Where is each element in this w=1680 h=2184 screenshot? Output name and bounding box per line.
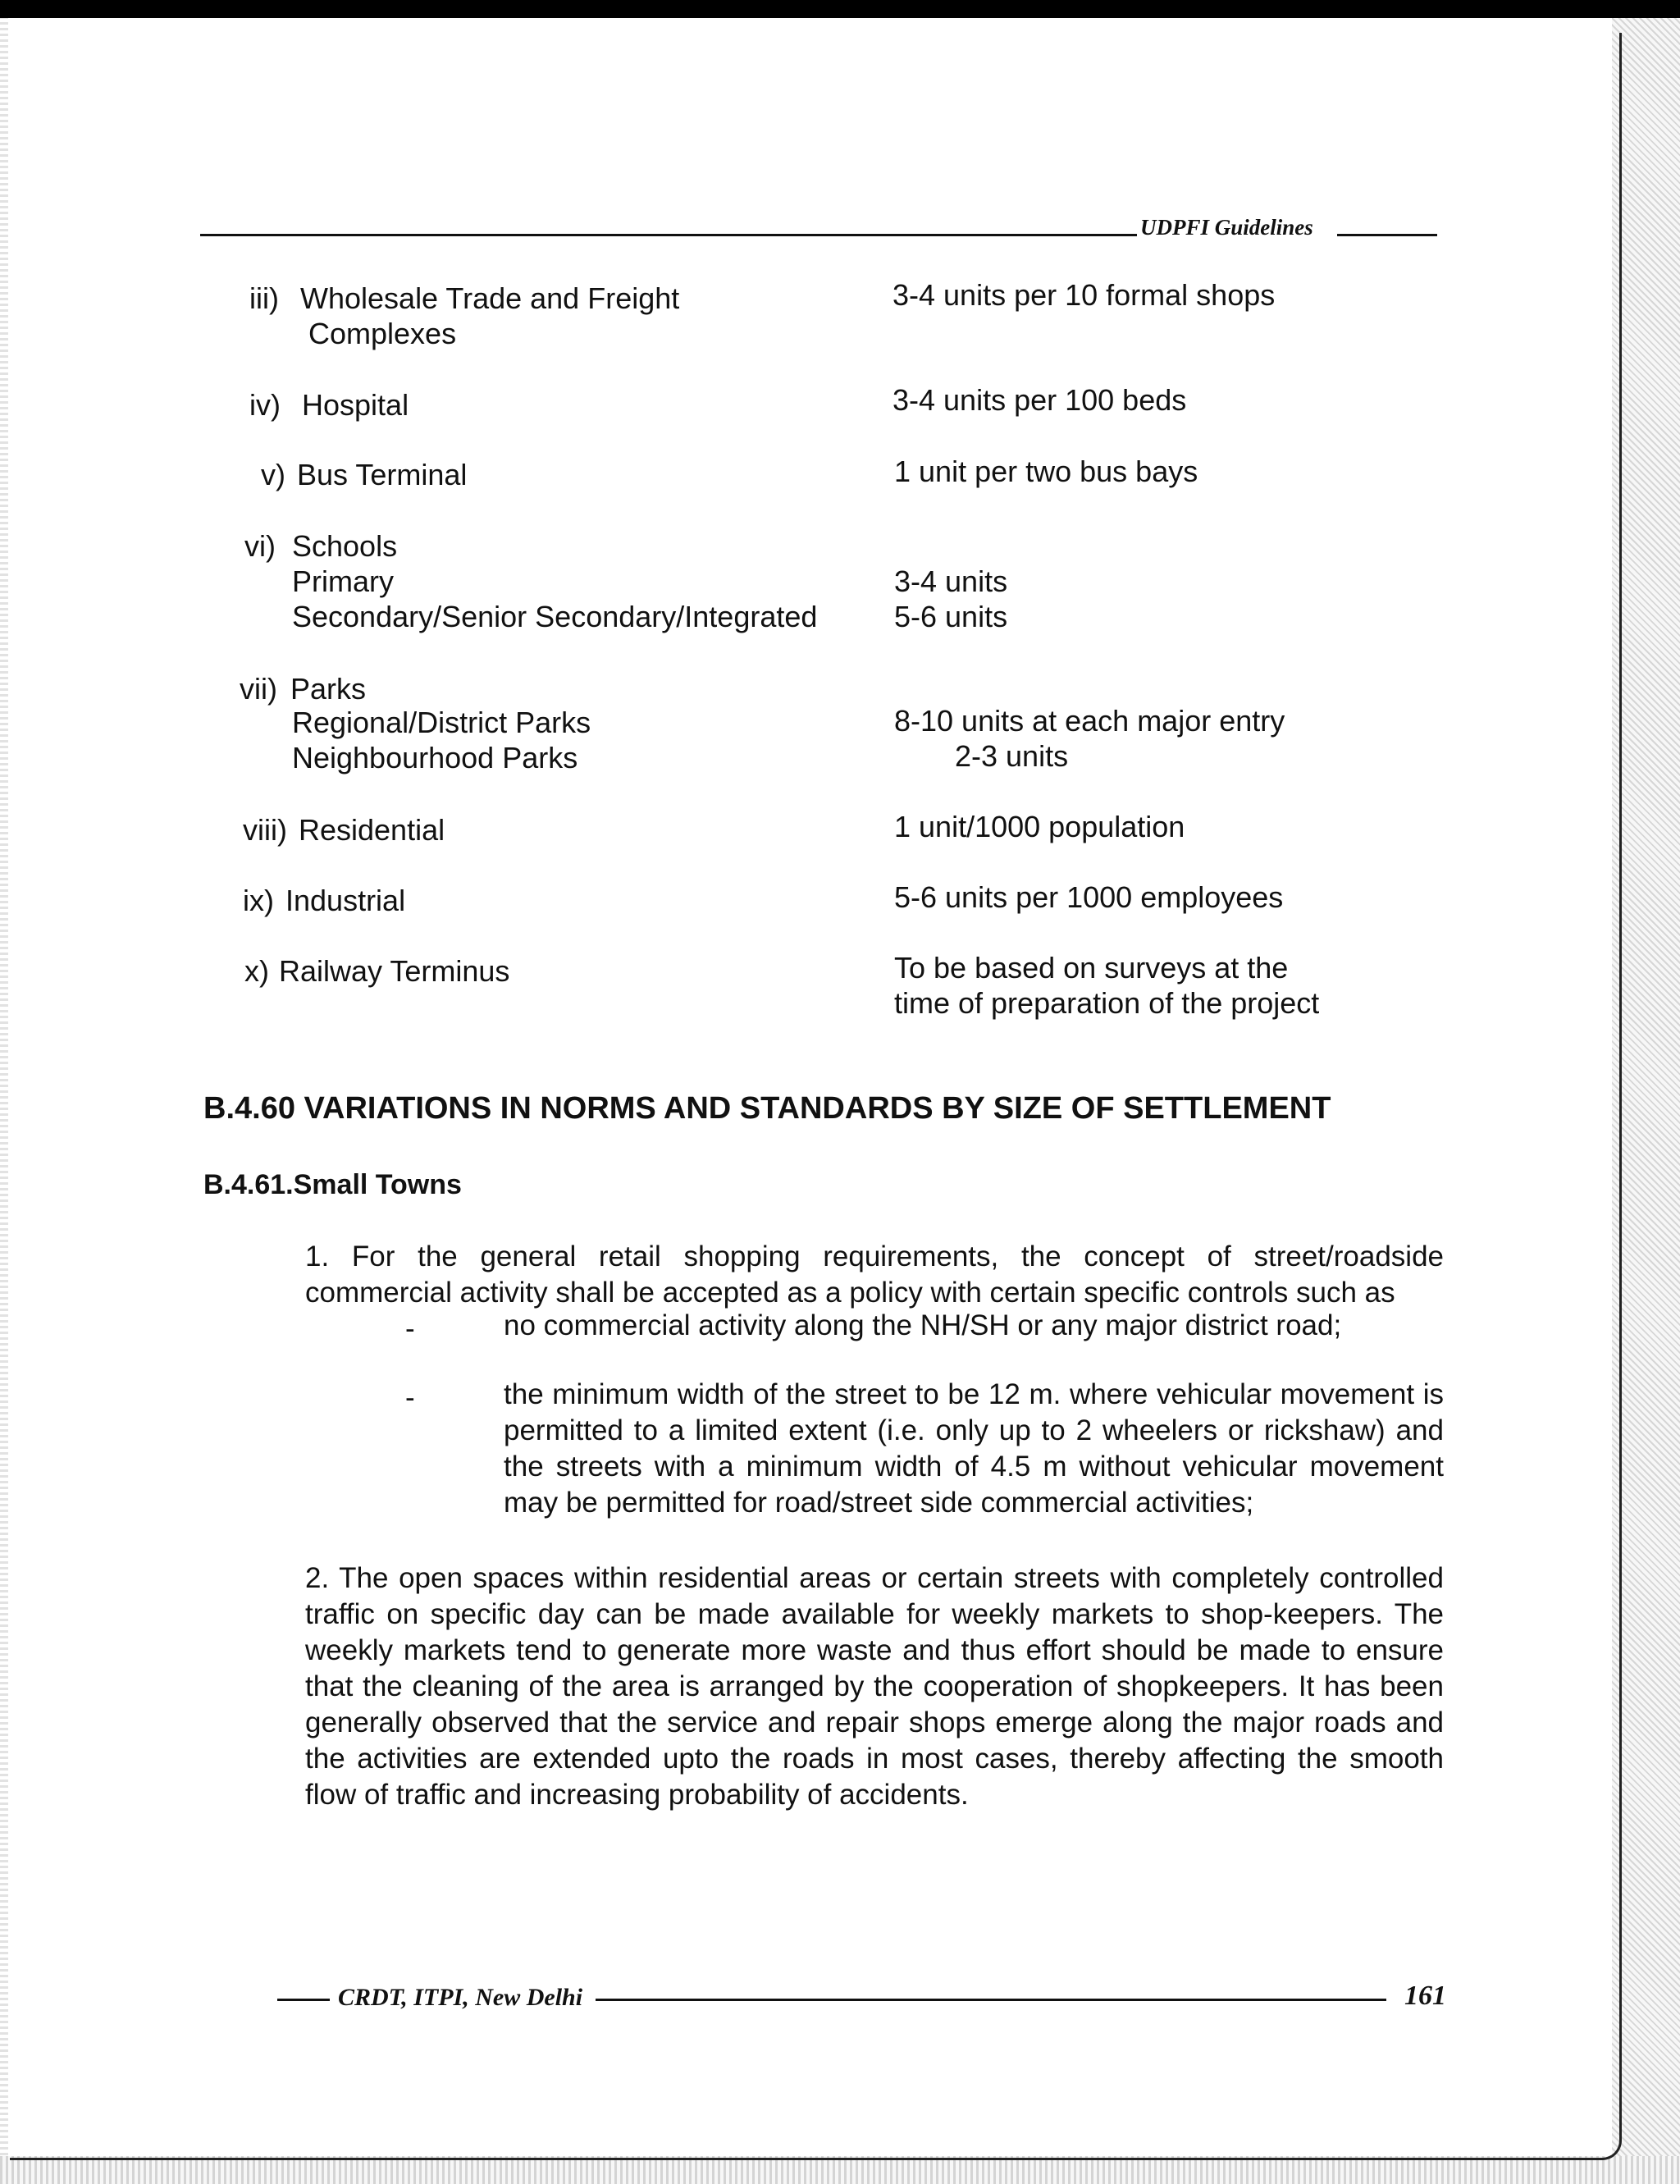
item-roman: viii) [243, 813, 287, 847]
item-roman: ix) [243, 884, 274, 917]
item-value: 3-4 units per 10 formal shops [892, 278, 1276, 312]
item-label: Wholesale Trade and Freight [300, 281, 680, 315]
header-title: UDPFI Guidelines [1140, 215, 1313, 240]
item-label: Railway Terminus [279, 954, 510, 988]
item-value: 3-4 units [894, 564, 1008, 598]
item-label: Primary [292, 564, 394, 598]
item-label: Bus Terminal [297, 458, 468, 491]
item-value: 3-4 units per 100 beds [892, 383, 1187, 417]
item-label: Residential [299, 813, 445, 847]
bullet-text: no commercial activity along the NH/SH or any major district road; [504, 1309, 1342, 1341]
item-label: Hospital [302, 388, 409, 422]
footer-rule-right [596, 1999, 1386, 2001]
footer-rule-left [277, 1999, 330, 2001]
item-roman: v) [261, 458, 285, 491]
bullet-marker: - [405, 1382, 415, 1414]
item-label: Industrial [285, 884, 406, 917]
item-value: To be based on surveys at the [894, 951, 1289, 985]
page-number: 161 [1404, 1981, 1446, 2011]
paragraph-1: 1. For the general retail shopping requirements, the concept of street/roadside commercial activity shall be accepted as a policy with certain specific controls such as [305, 1240, 1444, 1309]
bullet-marker: - [405, 1313, 415, 1345]
item-label: Parks [290, 672, 367, 706]
item-value: 1 unit per two bus bays [894, 455, 1198, 488]
item-value: 8-10 units at each major entry [894, 704, 1285, 738]
footer-org: CRDT, ITPI, New Delhi [338, 1984, 583, 2011]
item-label: Secondary/Senior Secondary/Integrated [292, 600, 818, 633]
item-roman: x) [244, 954, 269, 988]
item-roman: iii) [249, 281, 279, 315]
item-label: Regional/District Parks [292, 706, 591, 739]
item-value: 5-6 units per 1000 employees [894, 880, 1284, 914]
scan-right-edge [1612, 18, 1680, 2184]
header-rule-right [1337, 234, 1437, 236]
section-heading: B.4.60 VARIATIONS IN NORMS AND STANDARDS BY SIZE OF SETTLEMENT [203, 1091, 1331, 1126]
bullet-text: the minimum width of the street to be 12 m. where vehicular movement is permitted to a limited extent (i.e. only up to 2 wheelers or rickshaw) and the streets with a minimum width of 4.5 m without vehicular movement may be permitted for road/street side commercial activities; [504, 1378, 1444, 1519]
item-roman: vi) [244, 529, 276, 563]
item-value: 2-3 units [955, 739, 1069, 773]
item-label: Complexes [308, 317, 457, 350]
item-label: Schools [292, 529, 398, 563]
scan-top-border [0, 0, 1680, 18]
item-value: 5-6 units [894, 600, 1008, 633]
item-roman: iv) [249, 388, 281, 422]
scan-bottom-edge [0, 2156, 1680, 2184]
scan-left-edge [0, 18, 8, 2184]
item-label: Neighbourhood Parks [292, 741, 578, 774]
item-value: time of preparation of the project [894, 986, 1320, 1020]
item-value: 1 unit/1000 population [894, 810, 1185, 843]
item-roman: vii) [240, 672, 277, 706]
subsection-heading: B.4.61.Small Towns [203, 1169, 462, 1200]
header-rule-left [200, 234, 1137, 236]
paragraph-2: 2. The open spaces within residential areas or certain streets with completely controlled traffic on specific day can be made available for weekly markets to shop-keepers. The weekly markets tend to generate more waste and thus effort should be made to ensure that the cleaning of the area is arranged by the cooperation of shopkeepers. It has been generally observed that the service and repair shops emerge along the major roads and the activities are extended upto the roads in most cases, thereby affecting the smooth flow of traffic and increasing probability of accidents. [305, 1562, 1444, 1811]
